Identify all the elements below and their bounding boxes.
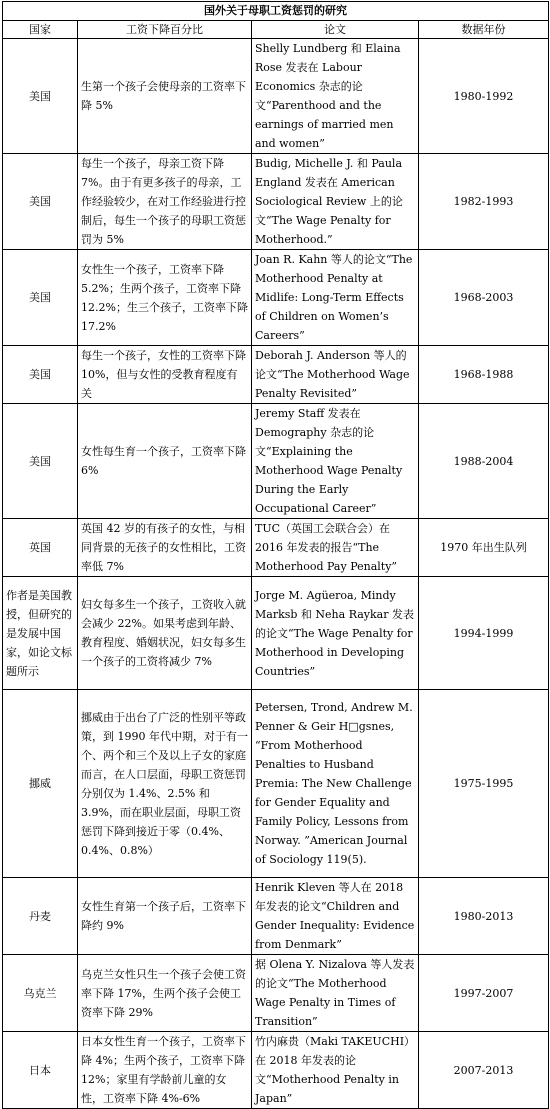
paper-cell: Budig, Michelle J. 和 Paula England 发表在 American Sociological Review 上的论文“The Wage Penalty for Motherhood.”: [252, 154, 419, 250]
table-row: [3, 250, 549, 346]
decline-cell: 英国 42 岁的有孩子的女性，与相同背景的无孩子的女性相比，工资率低 7%: [78, 519, 252, 577]
years-cell: 1968-1988: [419, 346, 549, 404]
country-cell: 美国: [3, 346, 78, 404]
paper-cell: 据 Olena Y. Nizalova 等人发表的论文“The Motherhood Wage Penalty in Times of Transition”: [252, 955, 419, 1032]
decline-cell: 女性生育第一个孩子后，工资率下降约 9%: [78, 878, 252, 955]
table-row: [3, 404, 549, 519]
table-row: [3, 577, 549, 690]
paper-cell: Deborah J. Anderson 等人的论文“The Motherhood Wage Penalty Revisited”: [252, 346, 419, 404]
decline-cell: 女性生一个孩子，工资率下降 5.2%；生两个孩子，工资率下降 12.2%；生三个孩子，工资率下降 17.2%: [78, 250, 252, 346]
table-row: [3, 1032, 549, 1109]
years-cell: 1997-2007: [419, 955, 549, 1032]
paper-cell: Jorge M. Agüeroa, Mindy Marksb 和 Neha Raykar 发表的论文“The Wage Penalty for Motherhood in Developing Countries”: [252, 577, 419, 690]
country-cell: 英国: [3, 519, 78, 577]
header-decline: 工资下降百分比: [78, 21, 252, 39]
table-row: [3, 154, 549, 250]
paper-cell: TUC（英国工会联合会）在 2016 年发表的报告“The Motherhood Pay Penalty”: [252, 519, 419, 577]
country-cell: 作者是美国教授，但研究的是发展中国家，如论文标题所示: [3, 577, 78, 690]
table-row: [3, 955, 549, 1032]
header-paper: 论文: [252, 21, 419, 39]
table-title: 国外关于母职工资惩罚的研究: [3, 2, 549, 21]
years-cell: 1970 年出生队列: [419, 519, 549, 577]
paper-cell: Petersen, Trond, Andrew M. Penner & Geir H□gsnes, “From Motherhood Penalties to Husband Premia: The New Challenge for Gender Equality and Family Policy, Lessons from Norway. ”American Journal of Sociology 119(5).: [252, 690, 419, 878]
country-cell: 挪威: [3, 690, 78, 878]
header-row: [3, 21, 549, 39]
country-cell: 日本: [3, 1032, 78, 1109]
country-cell: 美国: [3, 250, 78, 346]
country-cell: 美国: [3, 154, 78, 250]
country-cell: 丹麦: [3, 878, 78, 955]
decline-cell: 妇女每多生一个孩子，工资收入就会减少 22%。如果考虑到年龄、教育程度、婚姻状况，妇女每多生一个孩子的工资将减少 7%: [78, 577, 252, 690]
decline-cell: 每生一个孩子，女性的工资率下降 10%，但与女性的受教育程度有关: [78, 346, 252, 404]
country-cell: 美国: [3, 404, 78, 519]
paper-cell: Jeremy Staff 发表在 Demography 杂志的论文“Explaining the Motherhood Wage Penalty During the Early Occupational Career”: [252, 404, 419, 519]
decline-cell: 生第一个孩子会使母亲的工资率下降 5%: [78, 39, 252, 154]
header-country: 国家: [3, 21, 78, 39]
table-row: [3, 690, 549, 878]
paper-cell: Shelly Lundberg 和 Elaina Rose 发表在 Labour Economics 杂志的论文“Parenthood and the earnings of married men and women”: [252, 39, 419, 154]
decline-cell: 每生一个孩子，母亲工资下降7%。由于有更多孩子的母亲，工作经验较少，在对工作经验进行控制后，每生一个孩子的母职工资惩罚为 5%: [78, 154, 252, 250]
years-cell: 1968-2003: [419, 250, 549, 346]
header-years: 数据年份: [419, 21, 549, 39]
paper-cell: Henrik Kleven 等人在 2018 年发表的论文“Children and Gender Inequality: Evidence from Denmark”: [252, 878, 419, 955]
research-table: [2, 1, 549, 1109]
table-row: [3, 39, 549, 154]
years-cell: 2007-2013: [419, 1032, 549, 1109]
country-cell: 美国: [3, 39, 78, 154]
country-cell: 乌克兰: [3, 955, 78, 1032]
decline-cell: 女性每生育一个孩子，工资率下降 6%: [78, 404, 252, 519]
paper-cell: Joan R. Kahn 等人的论文“The Motherhood Penalty at Midlife: Long-Term Effects of Children on Women’s Careers”: [252, 250, 419, 346]
title-row: [3, 2, 549, 21]
decline-cell: 乌克兰女性只生一个孩子会使工资率下降 17%，生两个孩子会使工资率下降 29%: [78, 955, 252, 1032]
years-cell: 1982-1993: [419, 154, 549, 250]
years-cell: 1980-1992: [419, 39, 549, 154]
table-row: [3, 878, 549, 955]
decline-cell: 日本女性生育一个孩子，工资率下降 4%；生两个孩子，工资率下降 12%；家里有学龄前儿童的女性，工资率下降 4%-6%: [78, 1032, 252, 1109]
paper-cell: 竹内麻贵（Maki TAKEUCHI）在 2018 年发表的论文“Motherhood Penalty in Japan”: [252, 1032, 419, 1109]
years-cell: 1994-1999: [419, 577, 549, 690]
decline-cell: 挪威由于出台了广泛的性别平等政策，到 1990 年代中期，对于有一个、两个和三个及以上子女的家庭而言，在人口层面，母职工资惩罚分别仅为 1.4%、2.5% 和 3.9%，而在职业层面，母职工资惩罚下降到接近于零（0.4%、0.4%、0.8%）: [78, 690, 252, 878]
table-row: [3, 519, 549, 577]
years-cell: 1975-1995: [419, 690, 549, 878]
years-cell: 1988-2004: [419, 404, 549, 519]
table-row: [3, 346, 549, 404]
years-cell: 1980-2013: [419, 878, 549, 955]
